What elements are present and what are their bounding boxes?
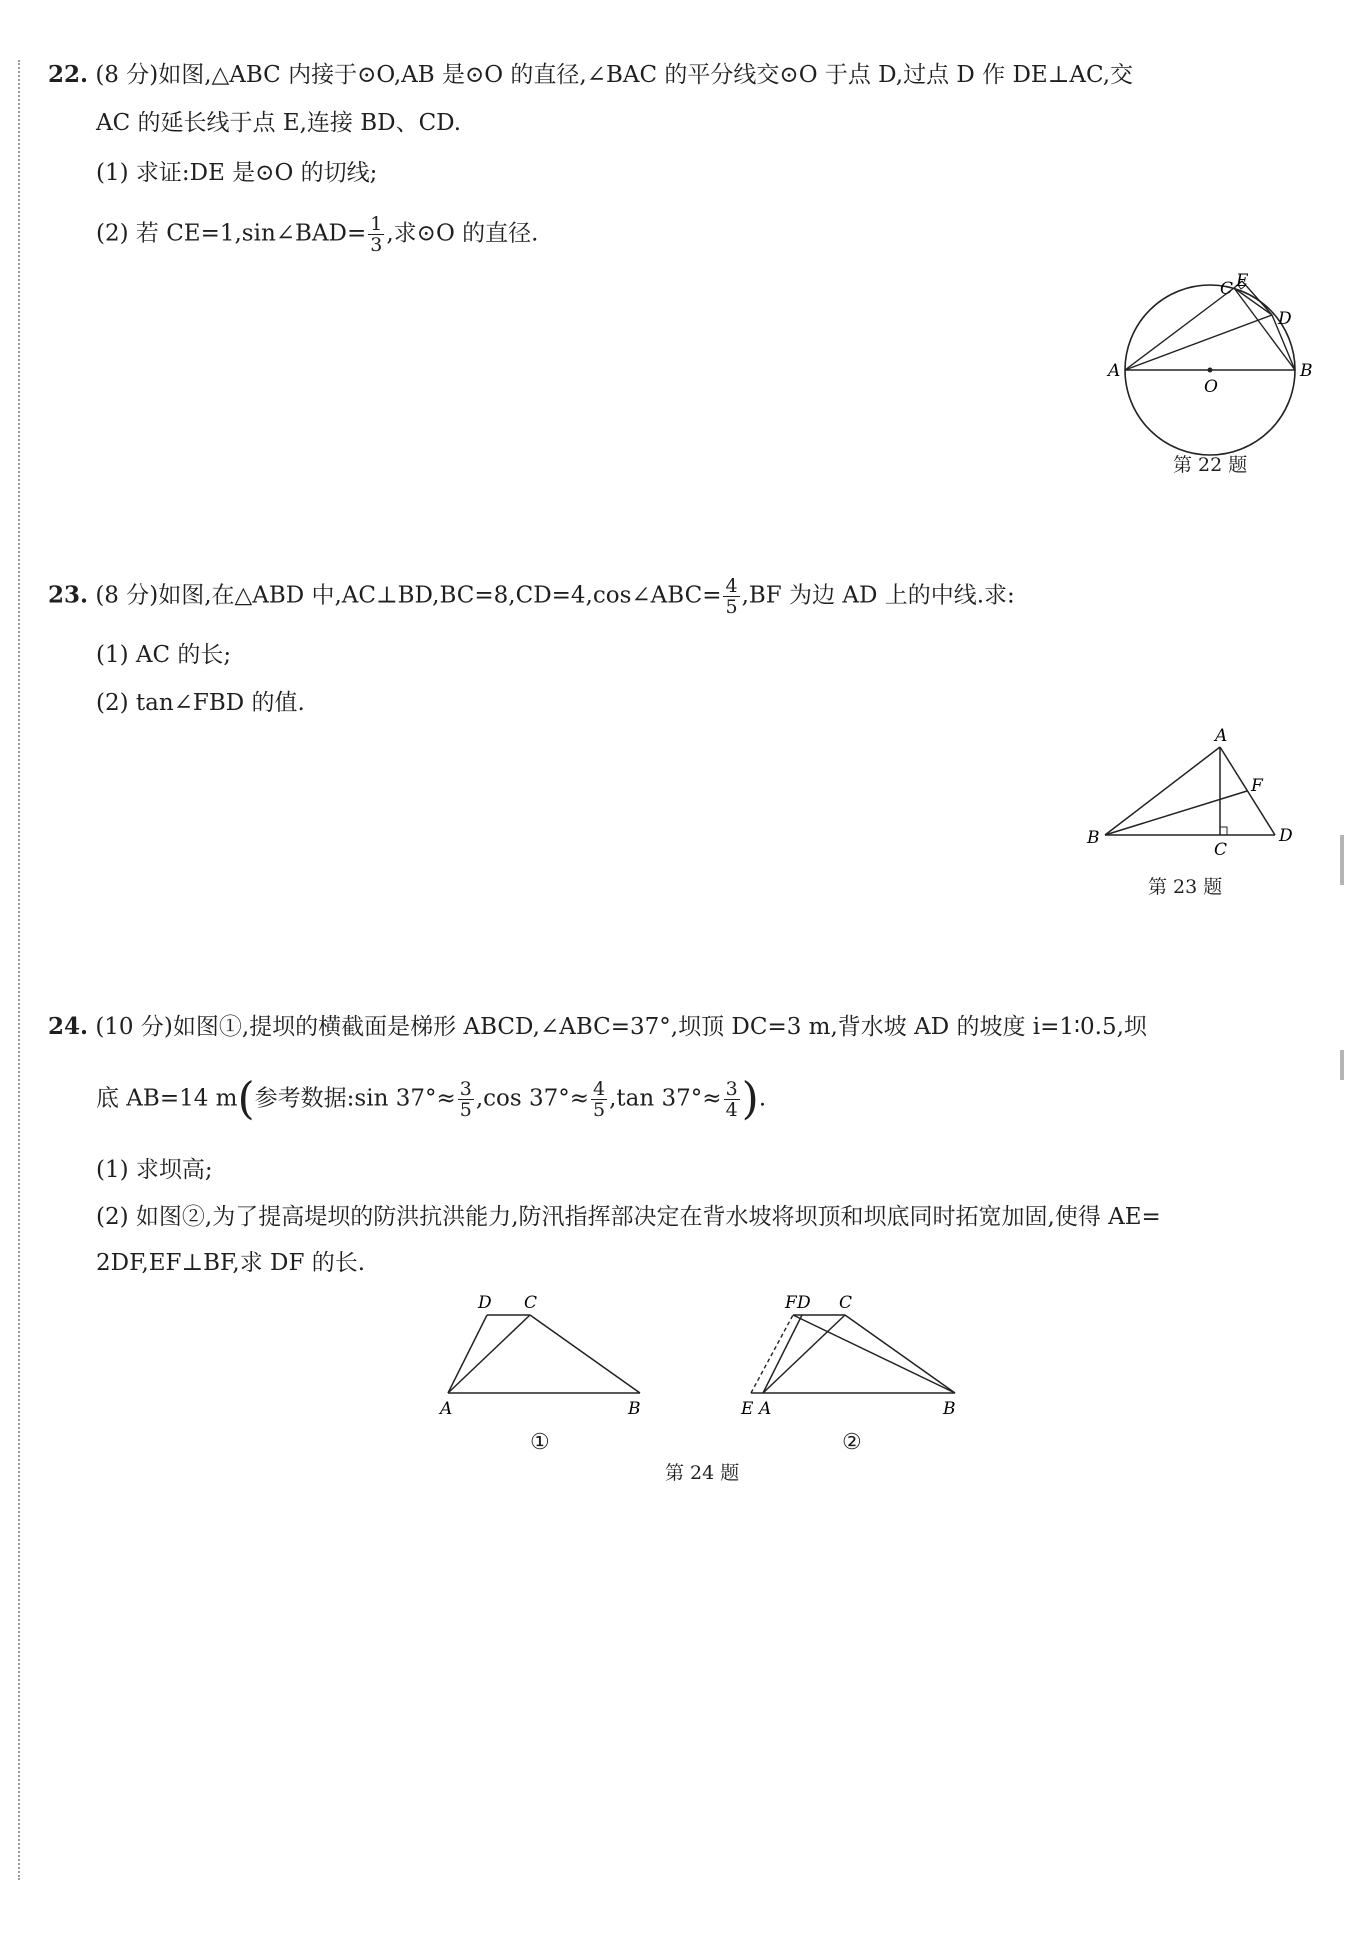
q24-f1-segment-ad (448, 1315, 487, 1393)
q24-figure-1-label: ① (530, 1430, 550, 1455)
q22-frac-den: 3 (370, 234, 383, 256)
q24-fraction-tan (724, 1079, 740, 1120)
q23-label-b: B (1087, 828, 1100, 848)
q23-line-1 (48, 576, 1015, 617)
q24-f2-label-e: E (741, 1399, 754, 1419)
q23-segment-ad (1220, 747, 1275, 835)
q23-label-f: F (1251, 776, 1263, 796)
q22-part-1: (1) 求证:DE 是⊙O 的切线; (96, 160, 378, 186)
binding-margin-line (18, 60, 20, 1880)
q22-label-d: D (1278, 309, 1292, 329)
q24-part-2-line-2: 2DF,EF⊥BF,求 DF 的长. (96, 1250, 366, 1276)
q23-frac-num: 4 (725, 575, 738, 597)
q22-line-2: AC 的延长线于点 E,连接 BD、CD. (96, 110, 462, 136)
q22-segment-ad (1125, 315, 1272, 370)
q24-cos-num: 4 (593, 1078, 606, 1100)
q24-f1-segment-cb (530, 1315, 640, 1393)
q24-f2-segment-ef (751, 1315, 793, 1393)
q22-center-point (1208, 368, 1213, 373)
q22-text-1: 如图,△ABC 内接于⊙O,AB 是⊙O 的直径,∠BAC 的平分线交⊙O 于点 D,过点 D 作 DE⊥AC,交 (158, 62, 1134, 88)
q24-fraction-cos (591, 1079, 607, 1120)
q23-segment-bf (1105, 791, 1247, 835)
q23-fraction (723, 576, 739, 617)
page-edge-mark (1340, 835, 1344, 885)
q24-sin-den: 5 (459, 1099, 472, 1121)
q24-part-2-line-1: (2) 如图②,为了提高堤坝的防洪抗洪能力,防汛指挥部决定在背水坡将坝顶和坝底同时拓宽加固,使得 AE= (96, 1204, 1161, 1230)
q24-line-2 (96, 1073, 767, 1125)
q24-figure-2 (735, 1290, 965, 1419)
q22-label-o: O (1204, 377, 1218, 397)
q24-f2-label-b: B (943, 1399, 956, 1419)
q24-text-2-pre: 底 AB=14 m (96, 1085, 238, 1112)
q24-part-1: (1) 求坝高; (96, 1157, 213, 1183)
q24-number: 24. (48, 1013, 89, 1040)
q24-f1-label-a: A (440, 1399, 453, 1419)
q24-text-2-end: . (758, 1085, 767, 1112)
q24-paren-close: ) (741, 1073, 759, 1125)
q22-frac-num: 1 (370, 213, 383, 235)
q22-fraction (368, 214, 384, 255)
q24-f2-segment-ad (763, 1315, 802, 1393)
q24-f2-segment-ac (763, 1315, 845, 1393)
q23-right-angle-mark (1220, 827, 1227, 835)
q24-tan-den: 4 (725, 1099, 738, 1121)
q23-label-d: D (1279, 826, 1293, 846)
q22-segment-cb (1234, 288, 1295, 370)
q23-frac-den: 5 (725, 596, 738, 618)
q23-part-2: (2) tan∠FBD 的值. (96, 690, 305, 716)
q22-part-2-pre: (2) 若 CE=1,sin∠BAD= (96, 220, 367, 247)
q24-caption: 第 24 题 (665, 1462, 740, 1484)
q24-f2-label-d: D (797, 1293, 811, 1313)
q24-cos-label: ,cos 37°≈ (475, 1085, 590, 1112)
q24-ref-label: 参考数据:sin 37°≈ (254, 1085, 456, 1112)
q22-label-b: B (1300, 361, 1313, 381)
q24-tan-num: 3 (725, 1078, 738, 1100)
q22-line-1 (48, 58, 1133, 92)
q24-f2-label-f: F (785, 1293, 797, 1313)
q23-score: (8 分) (95, 582, 159, 609)
q22-segment-cd (1234, 288, 1272, 315)
q24-figure-2-label: ② (842, 1430, 862, 1455)
q24-f2-label-a: A (759, 1399, 772, 1419)
q23-label-a: A (1215, 726, 1228, 746)
q23-part-1: (1) AC 的长; (96, 642, 232, 668)
q23-figure (1085, 725, 1305, 860)
q22-score: (8 分) (95, 62, 159, 88)
q24-figure-1 (430, 1290, 660, 1419)
q23-text-1-pre: 如图,在△ABD 中,AC⊥BD,BC=8,CD=4,cos∠ABC= (158, 582, 722, 609)
q22-part-2-post: ,求⊙O 的直径. (386, 220, 539, 247)
q23-caption: 第 23 题 (1148, 876, 1223, 898)
q24-f1-label-c: C (524, 1293, 538, 1313)
q22-label-e: E (1236, 271, 1249, 291)
q24-f2-segment-cb (845, 1315, 955, 1393)
q22-number: 22. (48, 61, 89, 88)
q24-sin-num: 3 (459, 1078, 472, 1100)
q24-score: (10 分) (95, 1014, 173, 1040)
q24-f2-label-c: C (839, 1293, 853, 1313)
q24-cos-den: 5 (593, 1099, 606, 1121)
q22-caption: 第 22 题 (1173, 454, 1248, 476)
q24-f1-segment-ac (448, 1315, 530, 1393)
q22-label-a: A (1108, 361, 1121, 381)
q22-part-2 (96, 214, 538, 255)
q24-tan-label: ,tan 37°≈ (609, 1085, 722, 1112)
q23-segment-ba (1105, 747, 1220, 835)
q23-text-1-post: ,BF 为边 AD 上的中线.求: (741, 582, 1015, 609)
q24-fraction-sin (458, 1079, 474, 1120)
q24-f2-segment-fb (793, 1315, 955, 1393)
q22-segment-ac (1125, 288, 1234, 370)
q24-line-1 (48, 1010, 1147, 1044)
q24-f1-label-d: D (478, 1293, 492, 1313)
q24-text-1: 如图①,提坝的横截面是梯形 ABCD,∠ABC=37°,坝顶 DC=3 m,背水坡 AD 的坡度 i=1∶0.5,坝 (172, 1014, 1147, 1040)
q22-label-c: C (1220, 279, 1234, 299)
q23-number: 23. (48, 581, 89, 609)
page-edge-mark (1340, 1050, 1344, 1080)
q24-f1-label-b: B (628, 1399, 641, 1419)
q22-figure (1108, 270, 1320, 440)
q24-paren-open: ( (237, 1073, 255, 1125)
q23-label-c: C (1214, 840, 1228, 860)
